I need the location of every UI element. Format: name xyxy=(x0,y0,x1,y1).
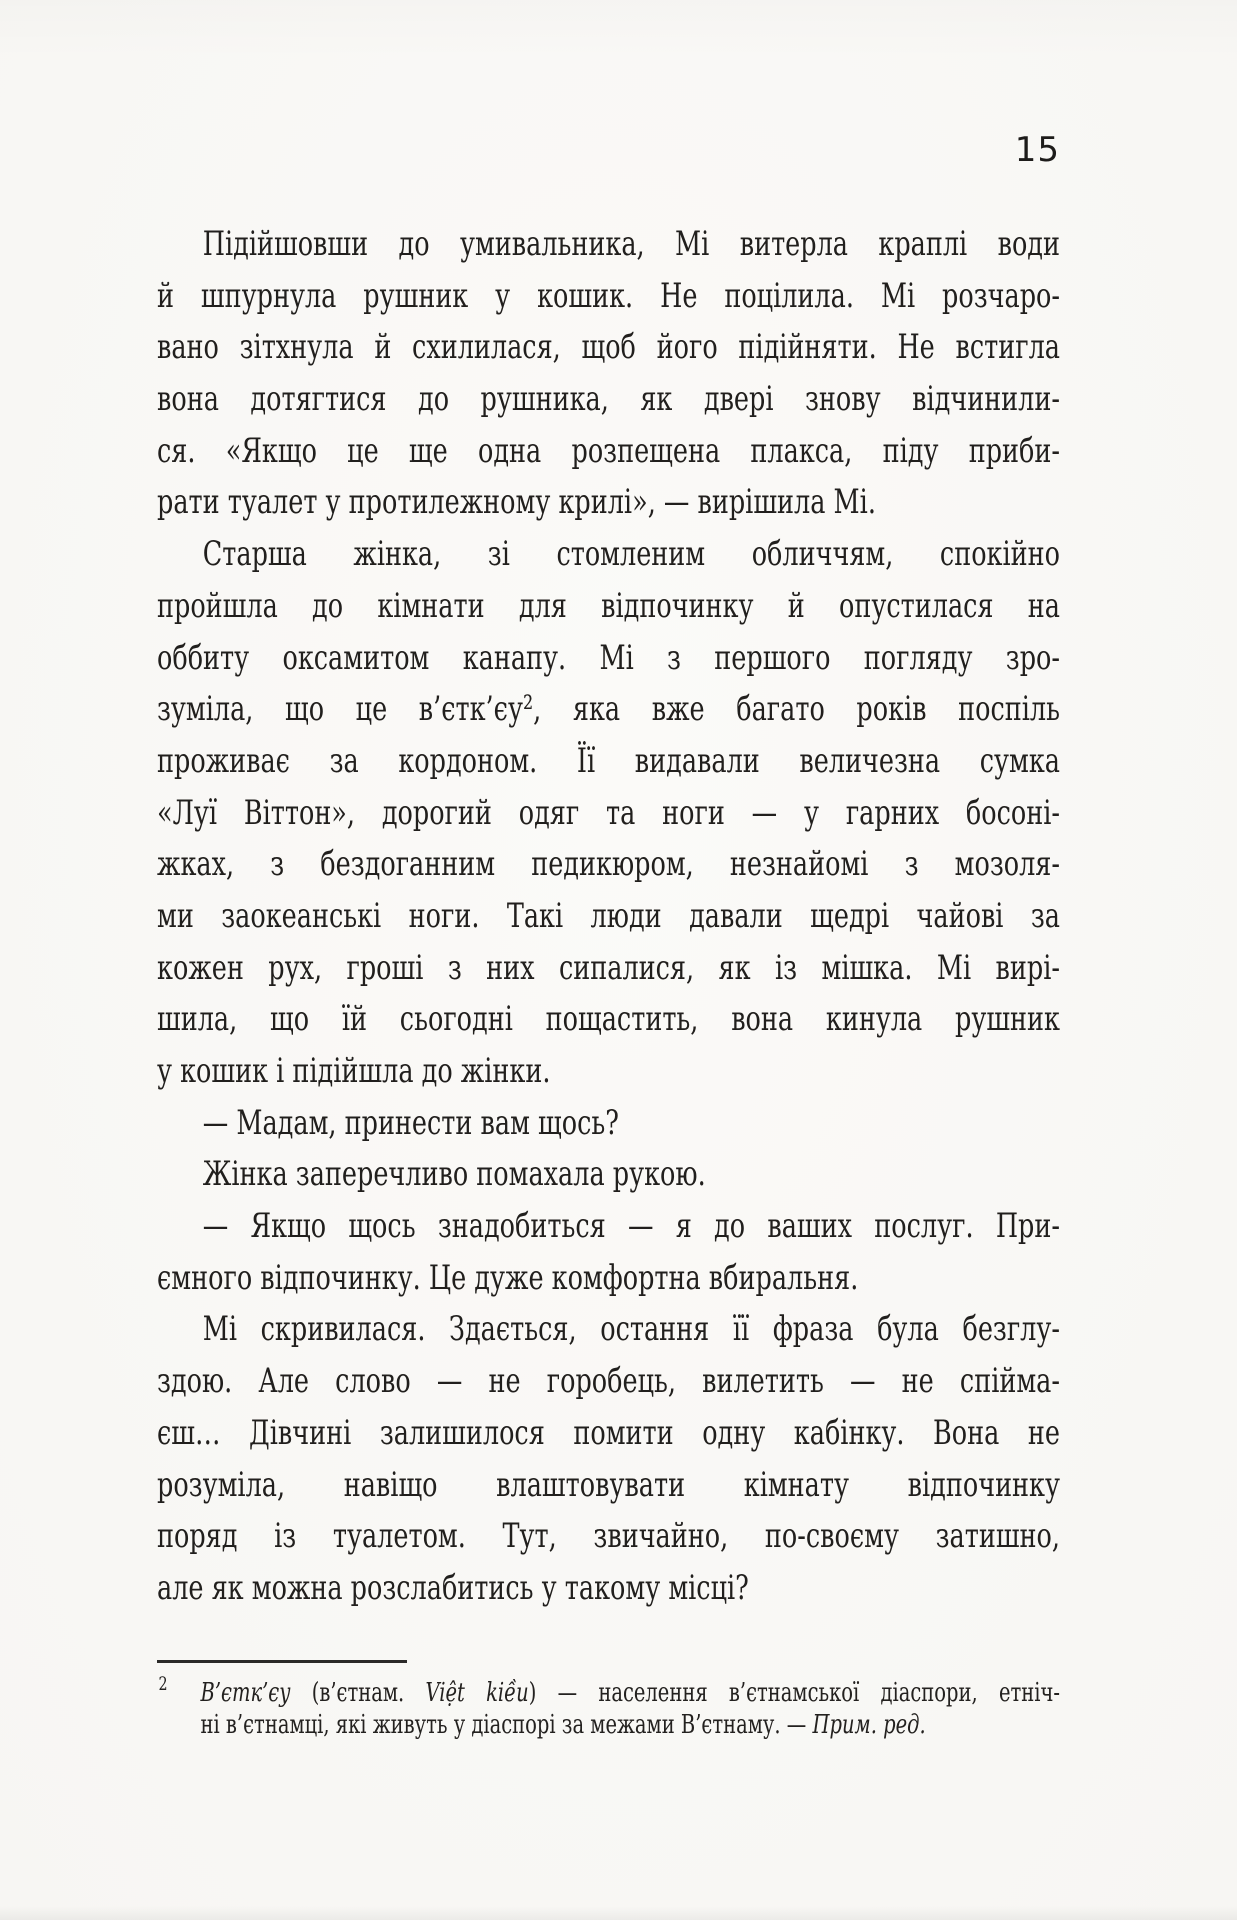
body-text xyxy=(157,219,1060,1615)
text-line: пройшла до кімнати для відпочинку й опустилася на xyxy=(157,585,1060,626)
footnote-line xyxy=(201,1710,1061,1742)
text-line: жках, з бездоганним педикюром, незнайомі з мозоля- xyxy=(157,844,1060,885)
text-line: Старша жінка, зі стомленим обличчям, спокійно xyxy=(202,534,1060,575)
footnote-body: ) — населення в’єтнамської діаспори, етніч- xyxy=(528,1678,1061,1708)
text-line: Жінка заперечливо помахала рукою. xyxy=(202,1154,706,1195)
text-line: ми заокеанські ноги. Такі люди давали щедрі чайові за xyxy=(157,895,1060,936)
text-line: «Луї Віттон», дорогий одяг та ноги — у гарних босоні- xyxy=(157,792,1060,833)
footnote-text xyxy=(201,1678,1061,1741)
text-line: розуміла, навіщо влаштовувати кімнату відпочинку xyxy=(157,1464,1060,1505)
text-line: вона дотягтися до рушника, як двері знову відчинили- xyxy=(157,379,1060,420)
text-line: — Якщо щось знадобиться — я до ваших послуг. При- xyxy=(202,1206,1060,1247)
footnote-term: В’єтк’єу xyxy=(200,1678,291,1708)
text-line: проживає за кордоном. Її видавали величезна сумка xyxy=(157,740,1060,781)
footnote-separator xyxy=(157,1660,407,1663)
footnote-marker: 2 xyxy=(158,1673,168,1695)
text-line: Підійшовши до умивальника, Мі витерла краплі води xyxy=(202,224,1060,264)
text-line: у кошик і підійшла до жінки. xyxy=(157,1051,551,1091)
text-line: й шпурнула рушник у кошик. Не поцілила. Мі розчаро- xyxy=(157,275,1060,316)
text-line: єш… Дівчині залишилося помити одну кабінку. Вона не xyxy=(157,1412,1060,1453)
page-number: 15 xyxy=(1014,130,1060,170)
text-line: здою. Але слово — не горобець, вилетить — не спійма- xyxy=(157,1361,1060,1402)
footnote-body: (в’єтнам. xyxy=(290,1678,426,1708)
text-line: ємного відпочинку. Це дуже комфортна вбиральня. xyxy=(157,1257,859,1298)
text-line: Мі скривилася. Здається, остання її фраза була безглу- xyxy=(202,1309,1060,1350)
footnote-term: Việt kiều xyxy=(425,1678,529,1708)
footnote-term: Прим. ред. xyxy=(812,1709,926,1740)
text-line: кожен рух, гроші з них сипалися, як із мішка. Мі вирі- xyxy=(157,947,1060,988)
text-line: вано зітхнула й схилилася, щоб його підійняти. Не встигла xyxy=(157,327,1060,368)
text-line: рати туалет у протилежному крилі», — вирішила Мі. xyxy=(157,482,876,523)
text-line: поряд із туалетом. Тут, звичайно, по-своєму затишно, xyxy=(157,1516,1060,1557)
text-line: оббиту оксамитом канапу. Мі з першого погляду зро- xyxy=(157,637,1060,678)
text-line: але як можна розслабитись у такому місці? xyxy=(157,1567,749,1608)
text-line: зуміла, що це в’єтк’єу², яка вже багато років поспіль xyxy=(157,689,1060,730)
text-line: ся. «Якщо це ще одна розпещена плакса, піду приби- xyxy=(157,430,1060,471)
text-line: — Мадам, принести вам щось? xyxy=(202,1102,619,1143)
footnote-body: ні в’єтнамці, які живуть у діаспорі за межами В’єтнаму. — xyxy=(200,1709,813,1740)
footnote xyxy=(157,1673,1061,1741)
text-line: шила, що їй сьогодні пощастить, вона кинула рушник xyxy=(157,999,1060,1040)
footnote-line xyxy=(201,1678,1061,1710)
